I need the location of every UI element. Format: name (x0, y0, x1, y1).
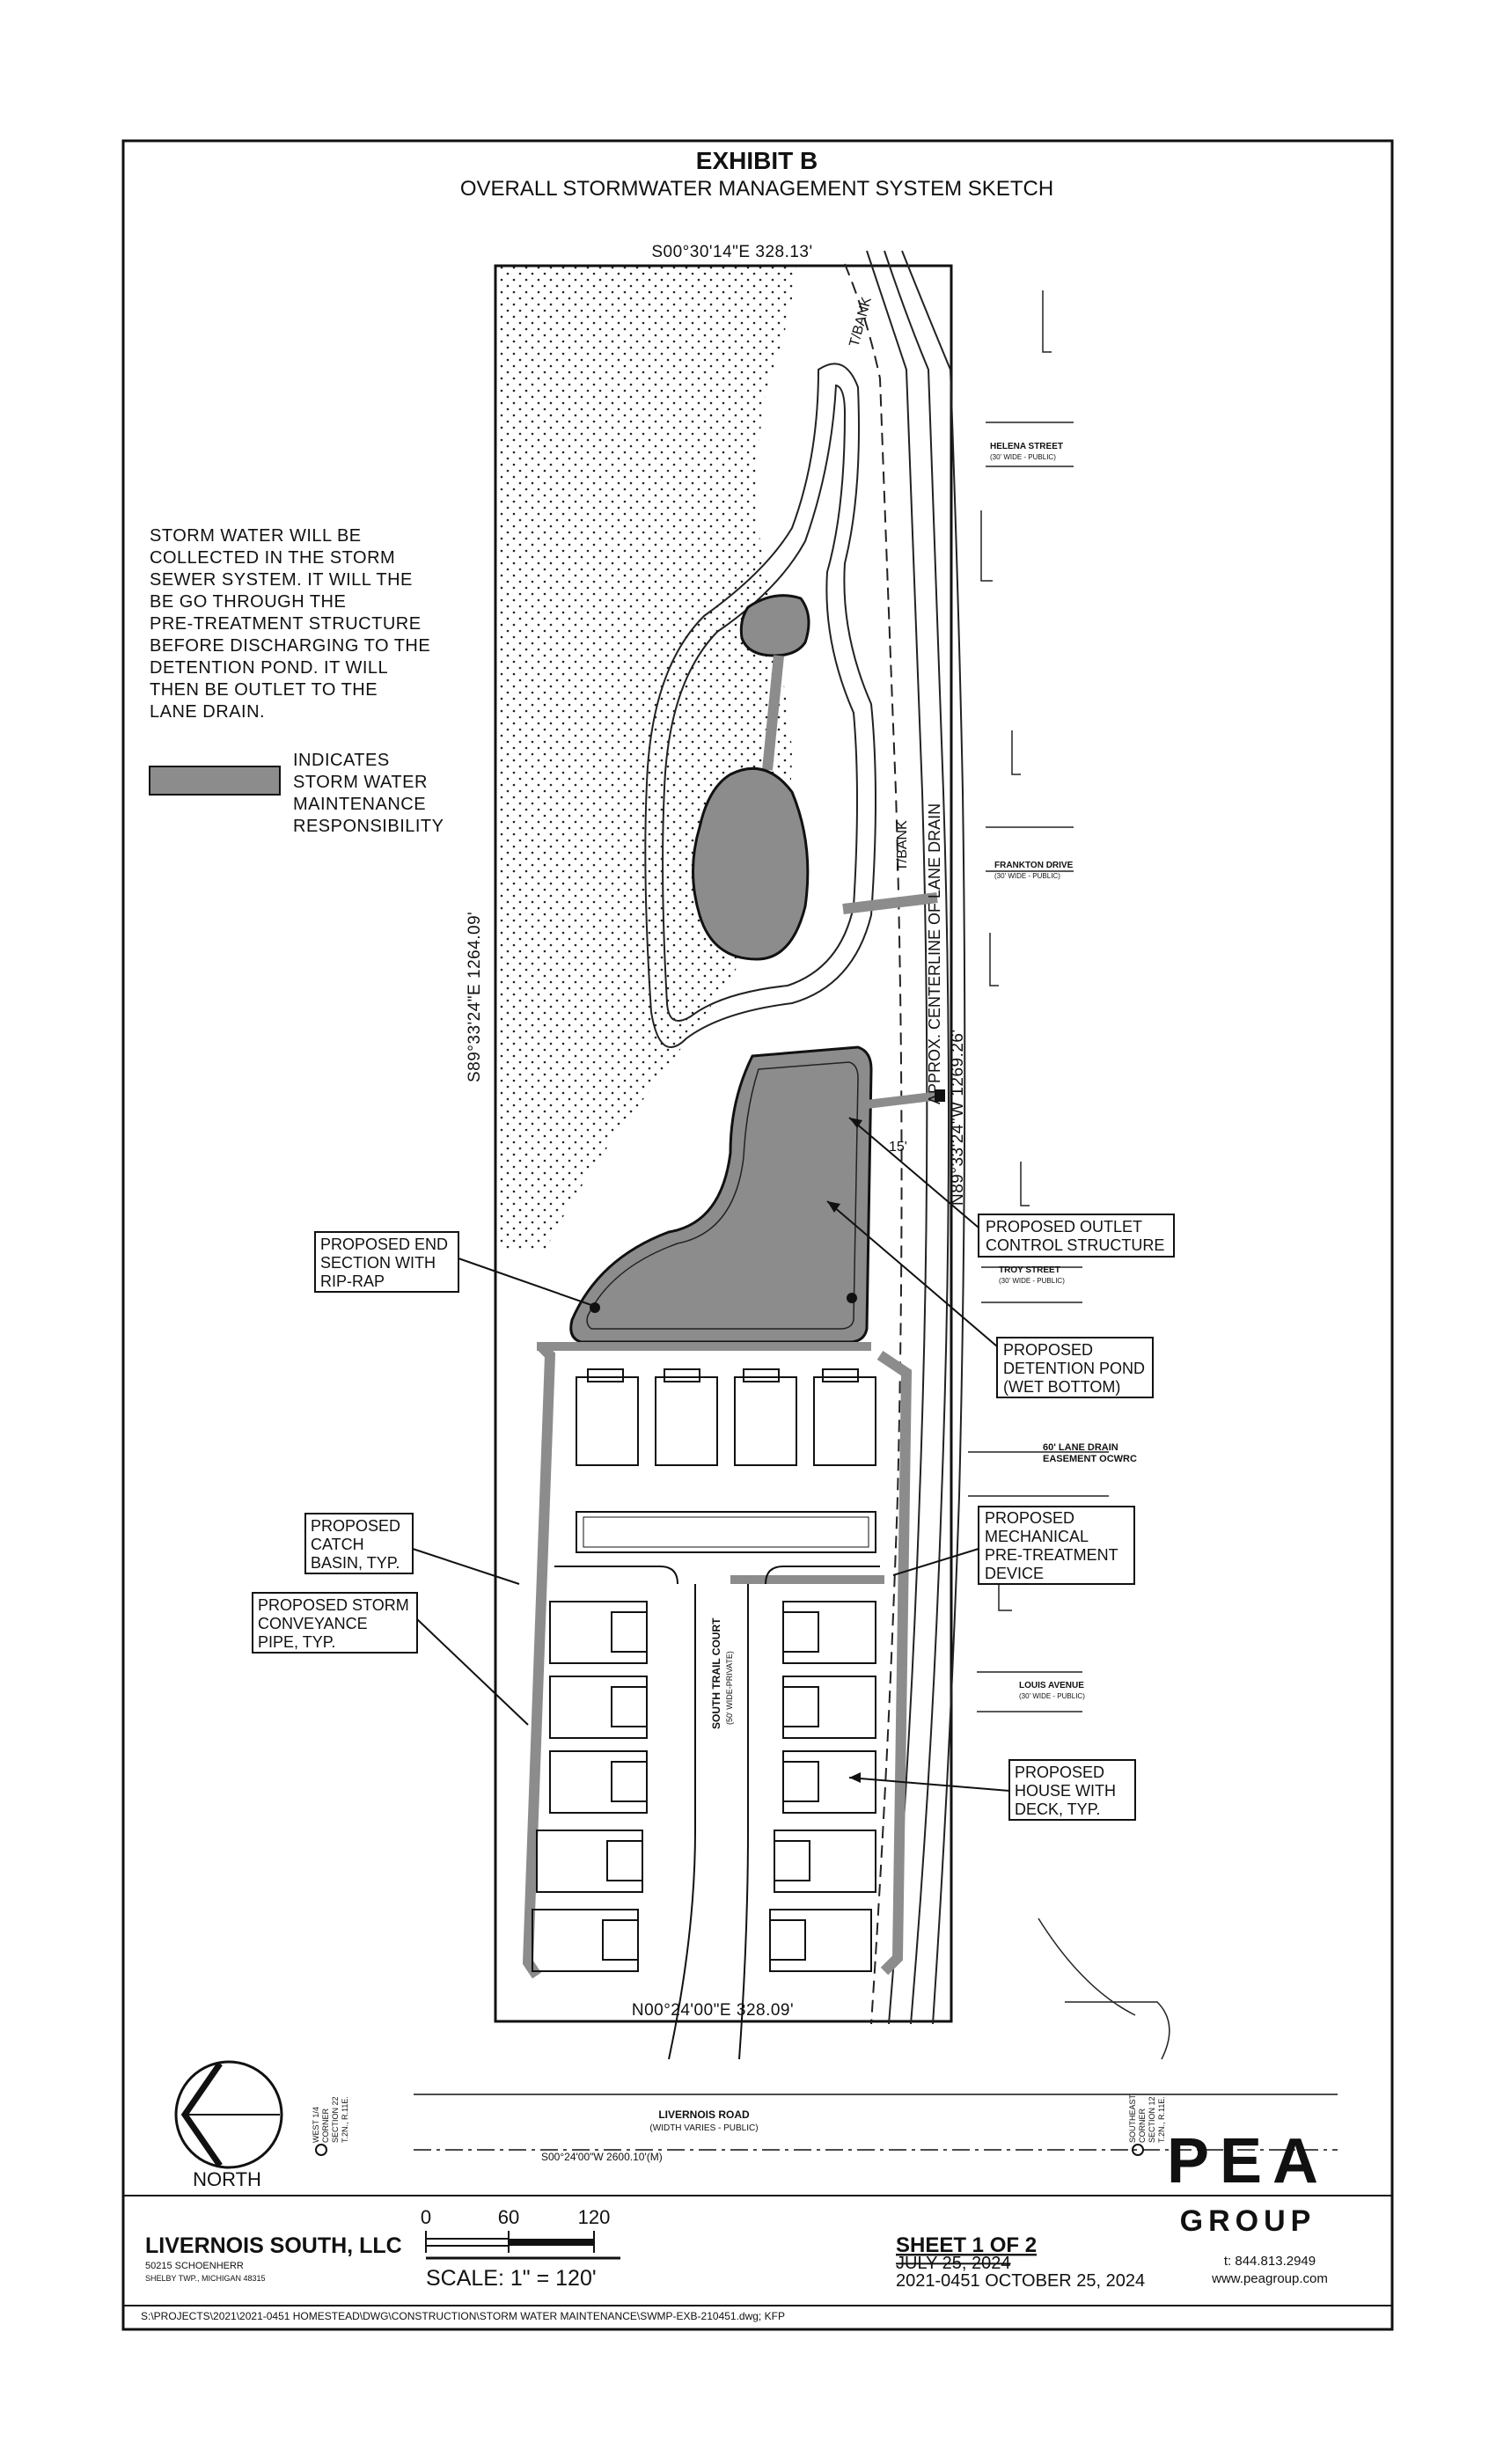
south-trail-court-note: (50' WIDE-PRIVATE) (725, 1651, 734, 1725)
group-logo-text: GROUP (1179, 2204, 1316, 2238)
svg-text:DECK, TYP.: DECK, TYP. (1015, 1800, 1101, 1818)
svg-text:CORNER: CORNER (321, 2108, 330, 2143)
north-building (576, 1512, 876, 1552)
tbank-top: T/BANK (847, 295, 875, 349)
east-houses (770, 1602, 876, 1971)
north-bearing: S00°30'14"E 328.13' (651, 243, 813, 261)
pea-logo-text: PEA (1166, 2126, 1330, 2196)
scale-bar (421, 2206, 620, 2291)
svg-text:PROPOSED: PROPOSED (311, 1517, 401, 1535)
svg-text:60: 60 (497, 2206, 520, 2228)
svg-text:DEVICE: DEVICE (985, 1565, 1045, 1582)
svg-text:PIPE, TYP.: PIPE, TYP. (258, 1633, 336, 1651)
east-storm-pipe (880, 1355, 906, 1971)
svg-text:T.2N., R.11E.: T.2N., R.11E. (341, 2096, 349, 2143)
svg-text:T.2N., R.11E.: T.2N., R.11E. (1157, 2096, 1166, 2143)
owner-address-2: SHELBY TWP., MICHIGAN 48315 (145, 2274, 266, 2283)
callout-end-section (315, 1232, 591, 1305)
svg-text:THEN BE OUTLET TO THE: THEN BE OUTLET TO THE (150, 680, 378, 700)
south-trail-court-label: SOUTH TRAIL COURT (710, 1617, 722, 1729)
svg-text:PROPOSED STORM: PROPOSED STORM (258, 1596, 409, 1614)
svg-text:DETENTION POND: DETENTION POND (1003, 1360, 1146, 1377)
helena-street-note: (30' WIDE - PUBLIC) (990, 453, 1056, 461)
svg-text:120: 120 (577, 2206, 611, 2228)
firm-logo (1167, 2126, 1329, 2238)
svg-text:PROPOSED: PROPOSED (1015, 1764, 1105, 1781)
west-bearing: S89°33'24"E 1264.09' (466, 911, 484, 1082)
svg-text:SECTION WITH: SECTION WITH (320, 1254, 436, 1272)
job-date: 2021-0451 OCTOBER 25, 2024 (896, 2271, 1146, 2291)
north-label: NORTH (193, 2168, 261, 2190)
frankton-drive: FRANKTON DRIVE (994, 861, 1074, 870)
svg-text:RIP-RAP: RIP-RAP (320, 1272, 385, 1290)
svg-text:MECHANICAL: MECHANICAL (985, 1528, 1089, 1545)
svg-text:CONVEYANCE: CONVEYANCE (258, 1615, 368, 1632)
svg-text:BEFORE DISCHARGING TO THE: BEFORE DISCHARGING TO THE (150, 636, 431, 656)
svg-text:RESPONSIBILITY: RESPONSIBILITY (293, 817, 444, 836)
callout-mechanical (893, 1507, 1134, 1584)
north-arrow (176, 2062, 282, 2190)
troy-street-note: (30' WIDE - PUBLIC) (999, 1277, 1065, 1285)
dimension-15: 15' (889, 1140, 907, 1155)
upper-outlet-pipe (843, 898, 937, 909)
svg-text:STORM WATER: STORM WATER (293, 773, 428, 792)
lane-drain-easement-2: EASEMENT OCWRC (1043, 1454, 1137, 1464)
svg-text:CORNER: CORNER (1138, 2108, 1147, 2143)
livernois-road: LIVERNOIS ROAD (658, 2108, 750, 2121)
svg-text:SECTION 22: SECTION 22 (331, 2096, 340, 2143)
callout-outlet (849, 1118, 1174, 1257)
callout-catch-basin (305, 1514, 519, 1584)
site-parcel (495, 266, 951, 2021)
svg-text:SECTION 12: SECTION 12 (1148, 2096, 1156, 2143)
svg-text:BE GO THROUGH THE: BE GO THROUGH THE (150, 592, 347, 612)
southeast-corner-label (1128, 2094, 1166, 2143)
scale-label: SCALE: 1" = 120' (426, 2266, 597, 2291)
upper-forebay (741, 596, 809, 656)
svg-text:PROPOSED OUTLET: PROPOSED OUTLET (986, 1218, 1143, 1236)
tbank-mid: T/BANK (895, 820, 910, 871)
svg-text:DETENTION POND. IT WILL: DETENTION POND. IT WILL (150, 658, 389, 678)
svg-text:0: 0 (420, 2206, 432, 2228)
exhibit-subtitle: OVERALL STORMWATER MANAGEMENT SYSTEM SKETCH (459, 177, 1054, 201)
north-houses (576, 1369, 876, 1465)
legend-swatch (150, 766, 280, 795)
livernois-road-note: (WIDTH VARIES - PUBLIC) (649, 2123, 759, 2133)
west-houses (532, 1602, 647, 1971)
svg-text:INDICATES: INDICATES (293, 751, 390, 770)
callout-storm-pipe (253, 1593, 528, 1725)
end-section-west (590, 1302, 600, 1313)
bottom-bearing-small: S00°24'00"W 2600.10'(M) (541, 2151, 663, 2163)
svg-text:(WET BOTTOM): (WET BOTTOM) (1003, 1378, 1121, 1396)
narrative-note (150, 526, 430, 722)
firm-web: www.peagroup.com (1212, 2271, 1328, 2286)
end-section-east (847, 1293, 857, 1303)
lane-drain-easement-1: 60' LANE DRAIN (1043, 1442, 1118, 1453)
exhibit-title: EXHIBIT B (695, 147, 818, 174)
svg-text:CONTROL STRUCTURE: CONTROL STRUCTURE (986, 1236, 1165, 1254)
svg-text:PROPOSED: PROPOSED (985, 1509, 1075, 1527)
sheet-label: SHEET 1 OF 2 (896, 2233, 1038, 2257)
svg-text:STORM WATER WILL BE: STORM WATER WILL BE (150, 526, 362, 546)
svg-text:SOUTHEAST: SOUTHEAST (1128, 2094, 1137, 2143)
south-bearing: N00°24'00"E 328.09' (631, 2001, 795, 2020)
file-path: S:\PROJECTS\2021\2021-0451 HOMESTEAD\DWG\CONSTRUCTION\STORM WATER MAINTENANCE\SWMP-EXB-210451.dwg; KFP (141, 2310, 785, 2322)
svg-text:COLLECTED IN THE STORM: COLLECTED IN THE STORM (150, 548, 396, 568)
east-bearing: N89°33'24"W 1269.26' (949, 1029, 967, 1206)
owner-address-1: 50215 SCHOENHERR (145, 2261, 244, 2271)
troy-street: TROY STREET (999, 1265, 1060, 1275)
helena-street: HELENA STREET (990, 442, 1063, 451)
svg-text:LANE DRAIN.: LANE DRAIN. (150, 702, 266, 722)
svg-text:SEWER SYSTEM. IT WILL THE: SEWER SYSTEM. IT WILL THE (150, 570, 413, 590)
west-storm-pipe (528, 1346, 550, 1976)
frankton-drive-note: (30' WIDE - PUBLIC) (994, 872, 1060, 880)
svg-text:WEST 1/4: WEST 1/4 (312, 2107, 320, 2143)
firm-phone: t: 844.813.2949 (1223, 2254, 1316, 2269)
louis-avenue: LOUIS AVENUE (1019, 1681, 1084, 1690)
svg-text:PRE-TREATMENT: PRE-TREATMENT (985, 1546, 1118, 1564)
west-corner-label (312, 2096, 349, 2143)
callout-house (849, 1760, 1135, 1820)
svg-text:CATCH: CATCH (311, 1536, 364, 1553)
svg-text:PROPOSED END: PROPOSED END (320, 1236, 449, 1253)
lane-drain-centerline: APPROX. CENTERLINE OF LANE DRAIN (926, 803, 943, 1104)
west-corner-marker (316, 2145, 326, 2155)
upper-pond (693, 768, 808, 959)
svg-text:PROPOSED: PROPOSED (1003, 1341, 1094, 1359)
struck-date: JULY 25, 2024 (896, 2254, 1011, 2273)
legend-text (293, 751, 444, 836)
svg-text:BASIN, TYP.: BASIN, TYP. (311, 1554, 400, 1572)
svg-text:HOUSE WITH: HOUSE WITH (1015, 1782, 1116, 1800)
owner-name: LIVERNOIS SOUTH, LLC (145, 2233, 402, 2258)
louis-avenue-note: (30' WIDE - PUBLIC) (1019, 1692, 1085, 1700)
svg-text:MAINTENANCE: MAINTENANCE (293, 795, 427, 814)
svg-text:PRE-TREATMENT STRUCTURE: PRE-TREATMENT STRUCTURE (150, 614, 422, 634)
